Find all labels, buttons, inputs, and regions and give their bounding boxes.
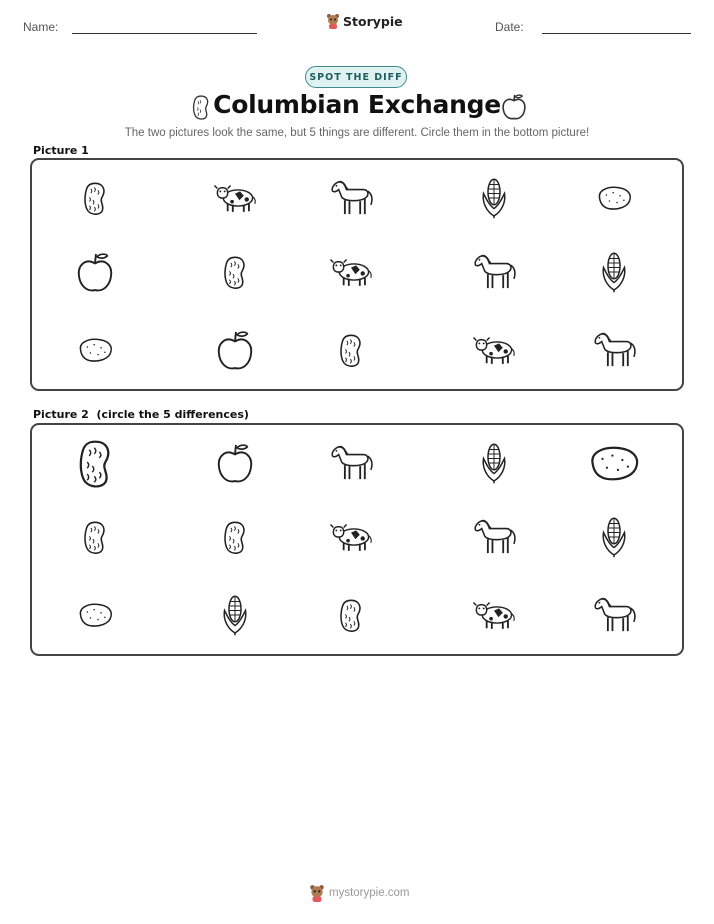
footer-site[interactable]: mystorypie.com: [329, 887, 410, 899]
storypie-mascot-icon: [309, 884, 325, 902]
cow-icon[interactable]: [329, 520, 373, 554]
apple-icon: [501, 93, 527, 121]
corn-icon[interactable]: [220, 592, 250, 638]
bean-icon[interactable]: [221, 517, 249, 557]
corn-icon: [479, 175, 509, 221]
potato-icon[interactable]: [586, 443, 641, 484]
horse-icon[interactable]: [591, 595, 637, 635]
horse-icon: [591, 330, 637, 370]
cow-icon: [329, 255, 373, 289]
cow-icon: [213, 181, 257, 215]
picture-1-panel: [30, 158, 684, 391]
horse-icon: [471, 252, 517, 292]
storypie-mascot-icon: [326, 13, 340, 29]
picture-2-panel[interactable]: [30, 423, 684, 656]
corn-icon[interactable]: [599, 514, 629, 560]
horse-icon: [328, 178, 374, 218]
potato-icon: [595, 184, 633, 212]
picture-2-label: Picture 2 (circle the 5 differences): [33, 408, 249, 421]
instructions: The two pictures look the same, but 5 things are different. Circle them in the bottom picture!: [124, 127, 590, 139]
worksheet-title: Columbian Exchange: [213, 90, 501, 119]
horse-icon[interactable]: [471, 517, 517, 557]
potato-icon: [76, 336, 114, 364]
name-label: Name:: [23, 20, 59, 34]
cow-icon: [472, 333, 516, 367]
date-line[interactable]: [542, 33, 691, 34]
potato-icon[interactable]: [76, 601, 114, 629]
apple-icon: [216, 328, 254, 372]
bean-icon[interactable]: [337, 595, 365, 635]
picture-1-label: Picture 1: [33, 144, 89, 157]
bean-icon[interactable]: [75, 434, 116, 492]
spot-the-diff-badge: SPOT THE DIFF: [305, 66, 407, 88]
cow-icon[interactable]: [472, 598, 516, 632]
apple-icon: [76, 250, 114, 294]
name-line[interactable]: [72, 33, 257, 34]
date-label: Date:: [495, 20, 524, 34]
brand-logo: [326, 13, 403, 29]
horse-icon[interactable]: [328, 443, 374, 483]
bean-icon: [337, 330, 365, 370]
brand-name: Storypie: [343, 13, 403, 29]
apple-icon[interactable]: [216, 441, 254, 485]
corn-icon: [599, 249, 629, 295]
corn-icon[interactable]: [479, 440, 509, 486]
footer: [309, 884, 410, 902]
bean-icon: [221, 252, 249, 292]
bean-icon[interactable]: [81, 517, 109, 557]
bean-icon: [81, 178, 109, 218]
